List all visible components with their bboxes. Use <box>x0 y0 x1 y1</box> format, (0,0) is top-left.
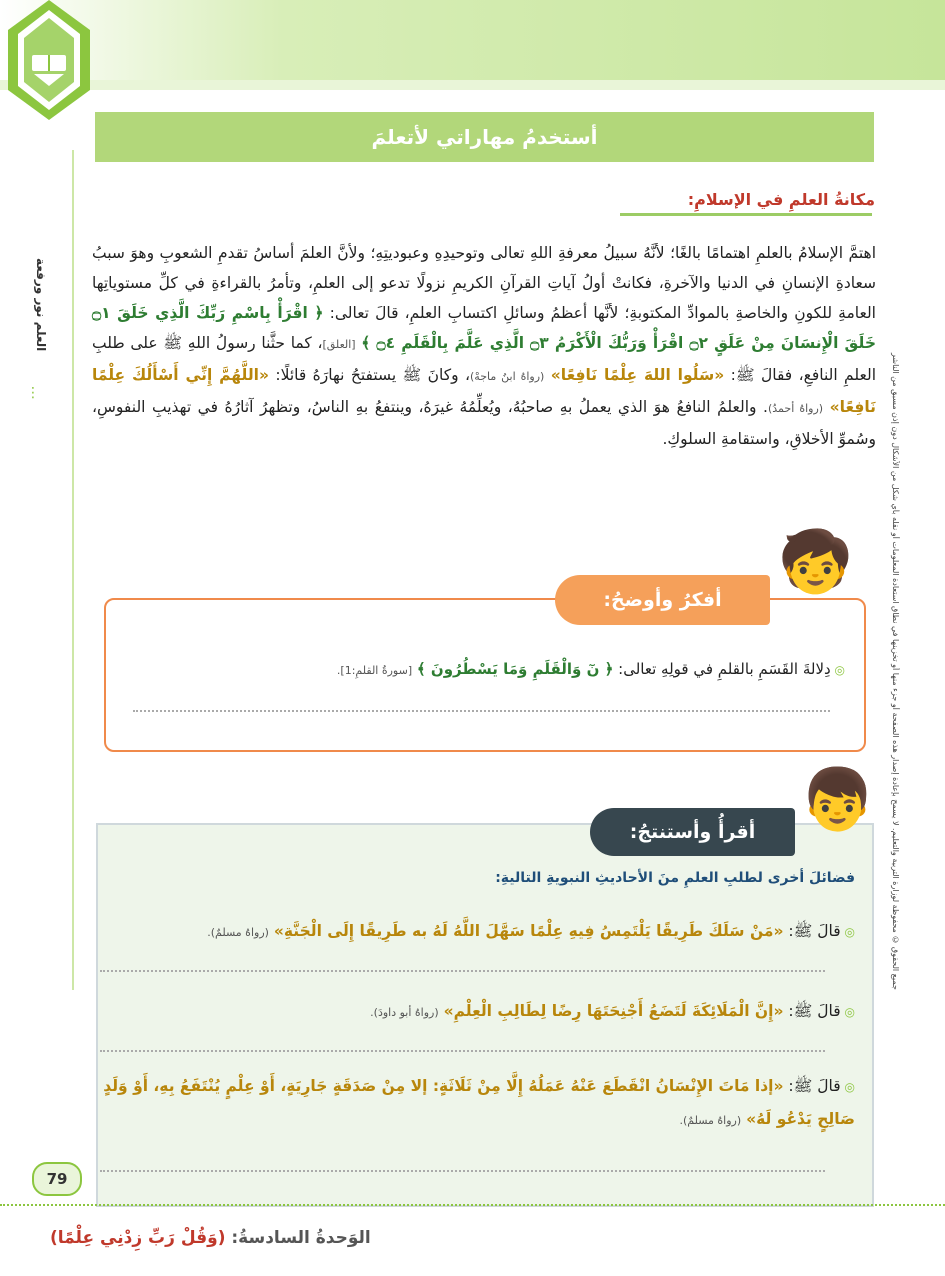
read-tab <box>590 808 795 856</box>
hadith-ref: (رواهُ أبو داودَ). <box>370 1006 439 1019</box>
page-number: 79 <box>32 1162 82 1196</box>
bullet-icon: ◎ <box>840 1005 855 1019</box>
margin-line <box>72 150 74 990</box>
side-title: العلم نور ورفعة <box>34 258 48 352</box>
boy-thinking-icon: 👦 <box>800 765 875 835</box>
footer-unit-title: (وَقُلْ رَبِّ زِدْنِي عِلْمًا) <box>50 1228 226 1248</box>
footer-unit-label: الوَحدةُ السادسةُ: <box>225 1228 371 1248</box>
copyright-notice: جميع الحقوق © محفوظة لوزارة التربية والتعليم. لا يسمح بإعادة إصدار هذه الصفحة أو جزء منها أو تخزينها في نطاق استعادة المعلومات أو نقله بأي شكل من الأشكال دون إذن مسبق من الناشر <box>891 353 900 990</box>
hadith-item <box>95 995 855 1029</box>
para-text-3: ، وكانَ ﷺ يستفتحُ نهارَهُ قائلًا: <box>268 366 470 384</box>
think-label: أفكرُ وأوضحُ: <box>603 589 722 611</box>
book-emblem-icon <box>8 0 90 120</box>
top-banner <box>0 0 945 80</box>
think-tab <box>555 575 770 625</box>
answer-line[interactable] <box>100 1050 825 1052</box>
think-ref: [سورةُ القلمِ:1]. <box>336 664 413 677</box>
header-bar <box>95 112 874 162</box>
hadith-intro: قالَ ﷺ: <box>783 1002 841 1020</box>
hadith-ref: (رواهُ مسلمٌ). <box>679 1114 742 1127</box>
hadith-ref-2: (رواهُ أحمدُ) <box>767 402 824 415</box>
think-quran: ﴿ نٓ وَالْقَلَمِ وَمَا يَسْطُرُونَ ﴾ <box>416 660 614 678</box>
quran-verse: ﴿ اقْرَأْ بِاسْمِ رَبِّكَ الَّذِي خَلَقَ ۝١ خَلَقَ الْإِنسَانَ مِنْ عَلَقٍ ۝٢ اقْرَأْ وَرَبُّكَ الْأَكْرَمُ ۝٣ الَّذِي عَلَّمَ بِالْقَلَمِ ۝٤ ﴾ <box>92 304 877 352</box>
read-label: أقرأُ وأستنتجُ: <box>629 821 756 843</box>
hadith-intro: قالَ ﷺ: <box>783 922 841 940</box>
hadith-text: «مَنْ سَلَكَ طَرِيقًا يَلْتَمِسُ فِيهِ عِلْمًا سَهَّلَ اللَّهُ لَهُ به طَرِيقًا إِلَى الْجَنَّةِ» <box>273 922 784 940</box>
footer-unit <box>50 1228 371 1248</box>
hadith-ref: (رواهُ مسلمٌ). <box>207 926 269 939</box>
hadith-ref-1: (رواهُ ابنُ ماجهْ) <box>470 370 545 383</box>
side-dots: ⋮ <box>26 385 40 401</box>
bullet-icon: ◎ <box>830 663 845 677</box>
bullet-icon: ◎ <box>840 1080 855 1094</box>
hadith-item <box>95 915 855 949</box>
section-underline <box>620 213 872 216</box>
read-heading: فضائلَ أخرى لطلبِ العلمِ منَ الأحاديثِ النبويةِ التاليةِ: <box>495 870 855 886</box>
hadith-text: «إِنَّ الْمَلَائِكَةَ لَتَضَعُ أَجْنِحَتَهَا رِضًا لِطَالِبِ الْعِلْمِ» <box>443 1002 784 1020</box>
para-text-2: ، كما حثَّنا رسولُ اللهِ ﷺ على طلبِ العلمِ النافعِ، فقالَ ﷺ: <box>92 334 877 384</box>
section-title: مكانةُ العلمِ في الإسلامِ: <box>687 190 875 209</box>
answer-line[interactable] <box>133 710 830 712</box>
hadith-intro: قالَ ﷺ: <box>783 1077 841 1095</box>
boy-lightbulb-icon: 🧒 <box>778 527 853 597</box>
think-question-text: دِلالةَ القَسَمِ بالقلمِ في قولِهِ تعالى: <box>613 660 831 678</box>
top-banner-strip <box>0 80 945 90</box>
hadith-text: «إذا مَاتَ الإِنْسَانُ انْقَطَعَ عَنْهُ عَمَلُهُ إِلَّا مِنْ ثَلَاثَةٍ: إلا مِنْ صَدَقَةٍ جَارِيَةٍ، أَوْ عِلْمٍ يُنْتَفَعُ بِهِ، أَوْ وَلَدٍ صَالِحٍ يَدْعُو لَهُ» <box>103 1077 855 1128</box>
para-text-4: . والعلمُ النافعُ هوَ الذي يعملُ بهِ صاحبُهُ، ويُعلِّمُهُ غيرَهُ، وينتفعُ بهِ الناسُ، وتظهرُ آثارُهُ في تهذيبِ النفوسِ، وسُموِّ الأخلاقِ، واستقامةِ السلوكِ. <box>92 398 876 448</box>
quran-ref: [العلق] <box>322 338 356 351</box>
hadith-quote-2: «اللَّهُمَّ إِنِّي أَسْأَلُكَ عِلْمًا نَافِعًا» <box>92 366 876 416</box>
bullet-icon: ◎ <box>840 925 855 939</box>
think-question <box>337 660 845 678</box>
answer-line[interactable] <box>100 970 825 972</box>
para-text-1: اهتمَّ الإسلامُ بالعلمِ اهتمامًا بالغًا؛ لأنَّهُ سبيلُ معرفةِ اللهِ تعالى وتوحيدِهِ وعبوديتِهِ؛ ولأنَّ العلمَ أساسُ تقدمِ الشعوبِ وهوَ سببُ سعادةِ الإنسانِ في الدنيا والآخرةِ، فكانتْ أولُ آياتِ القرآنِ الكريمِ نزولًا تدعو إلى العلمِ، وتأمرُ بالقراءةِ في كلِّ مستوياتِها العامةِ للكونِ والخاصةِ بالموادِّ المكتوبةِ؛ لأنَّها أعظمُ وسائلِ اكتسابِ العلمِ، قالَ تعالى: <box>92 244 876 322</box>
answer-line[interactable] <box>100 1170 825 1172</box>
hadith-quote-1: «سَلُوا اللهَ عِلْمًا نَافِعًا» <box>550 366 725 384</box>
page-title: أستخدمُ مهاراتي لأتعلمَ <box>371 125 598 149</box>
hadith-item <box>95 1070 855 1137</box>
footer-divider <box>0 1204 945 1206</box>
main-paragraph <box>92 238 876 454</box>
